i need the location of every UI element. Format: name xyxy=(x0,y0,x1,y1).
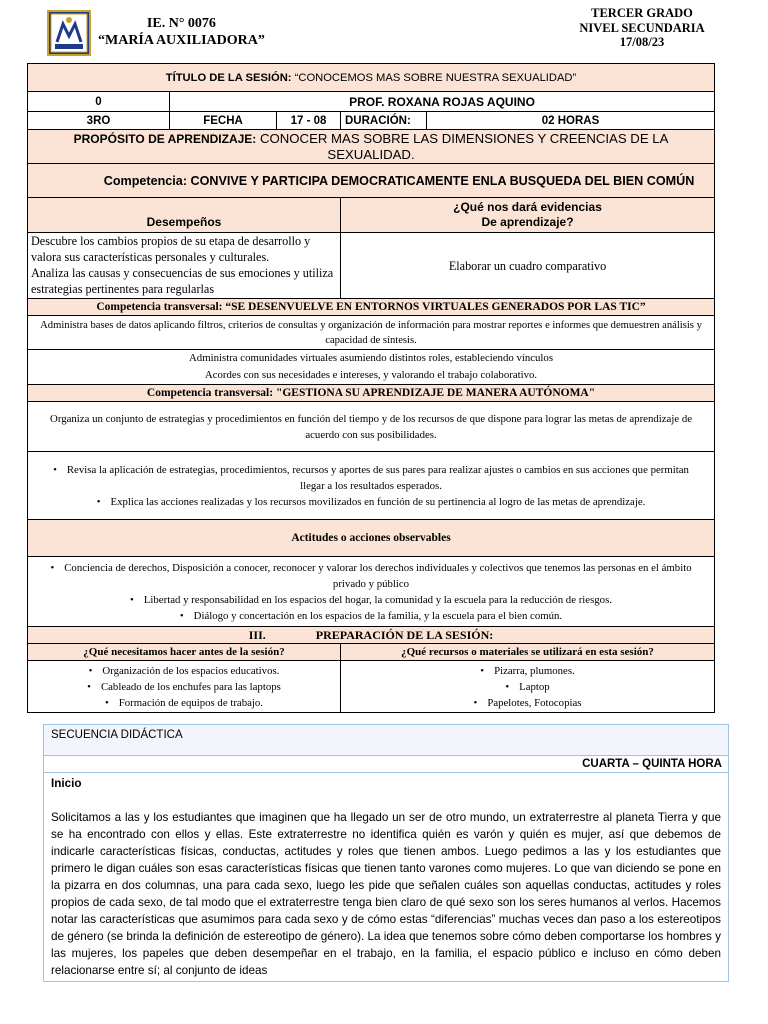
recursos-list xyxy=(341,663,714,711)
preparacion-number: III. xyxy=(248,628,266,642)
transversal-2-text-row xyxy=(28,402,715,452)
list-item: • Revisa la aplicación de estrategias, procedimientos, recursos y aportes de sus pares para realizar ajustes o cambios en sus acciones que permitan llegar a los resultados esperados. xyxy=(42,462,700,494)
list-item: • Formación de equipos de trabajo. xyxy=(28,695,340,711)
preparacion-title: PREPARACIÓN DE LA SESIÓN: xyxy=(315,628,494,642)
list-item: • Explica las acciones realizadas y los recursos movilizados en función de su pertinencia al logro de las metas de aprendizaje. xyxy=(42,494,700,510)
list-item: • Papelotes, Fotocopias xyxy=(341,695,714,711)
antes-list xyxy=(28,663,340,711)
proposito-value: CONOCER MAS SOBRE LAS DIMENSIONES Y CREENCIAS DE LA SEXUALIDAD. xyxy=(259,130,669,162)
fecha-value: 17 - 08 xyxy=(277,112,341,130)
page-header xyxy=(0,0,768,64)
date-row xyxy=(28,112,715,130)
date-text: 17/08/23 xyxy=(619,35,665,49)
transversal-1-text-row xyxy=(28,316,715,350)
antes-header: ¿Qué necesitamos hacer antes de la sesión? xyxy=(28,644,341,661)
recursos-header: ¿Qué recursos o materiales se utilizará en esta sesión? xyxy=(341,644,715,661)
preparacion-items-row xyxy=(28,661,715,713)
session-title-value: “CONOCEMOS MAS SOBRE NUESTRA SEXUALIDAD” xyxy=(294,71,577,84)
transversal-2-bullets-row xyxy=(28,452,715,520)
session-number: 0 xyxy=(28,92,170,112)
duracion-value: 02 HORAS xyxy=(427,112,715,130)
desempenos-header: Desempeños xyxy=(28,198,341,233)
list-item: • Laptop xyxy=(341,679,714,695)
proposito-label: PROPÓSITO DE APRENDIZAJE: xyxy=(73,131,257,146)
list-item: • Pizarra, plumones. xyxy=(341,663,714,679)
level-text: NIVEL SECUNDARIA xyxy=(579,20,705,35)
professor-row xyxy=(28,92,715,112)
proposito-row xyxy=(28,130,715,164)
transversal-1-title: Competencia transversal: “SE DESENVUELVE EN ENTORNOS VIRTUALES GENERADOS POR LAS TIC” xyxy=(28,299,715,316)
school-number: IE. N° 0076 xyxy=(146,16,216,31)
actitudes-bullets-row xyxy=(28,557,715,627)
evidencias-header-2: De aprendizaje? xyxy=(481,215,574,229)
preparacion-header-row xyxy=(28,644,715,661)
desempenos-header-row xyxy=(28,198,715,233)
inicio-heading: Inicio xyxy=(51,777,82,790)
transversal-2-title-row xyxy=(28,385,715,402)
transversal-2-text: Organiza un conjunto de estrategias y procedimientos en función del tiempo y de los recursos de que dispone para lograr las metas de aprendizaje de acuerdo con sus posibilidades. xyxy=(28,402,715,452)
school-crest-icon xyxy=(47,10,91,56)
transversal-1-text-b1: Administra comunidades virtuales asumiendo distintos roles, estableciendo vínculos xyxy=(189,352,554,364)
competencia-row xyxy=(28,164,715,198)
desempenos-row xyxy=(28,233,715,299)
transversal-2-bullet-list xyxy=(42,462,700,510)
desempeno-1: Descubre los cambios propios de su etapa de desarrollo y valora sus características personales y culturales. xyxy=(31,234,311,264)
list-item: • Organización de los espacios educativos. xyxy=(28,663,340,679)
list-item: • Libertad y responsabilidad en los espacios del hogar, la comunidad y la escuela para la reducción de riesgos. xyxy=(34,592,708,608)
professor-name: PROF. ROXANA ROJAS AQUINO xyxy=(170,92,715,112)
secuencia-didactica xyxy=(43,724,729,982)
list-item: • Cableado de los enchufes para las laptops xyxy=(28,679,340,695)
secuencia-title: SECUENCIA DIDÁCTICA xyxy=(44,725,728,756)
competencia-label: Competencia: xyxy=(103,173,188,188)
preparacion-title-row xyxy=(28,627,715,644)
evidencia-text: Elaborar un cuadro comparativo xyxy=(341,233,715,299)
desempeno-2: Analiza las causas y consecuencias de sus emociones y utiliza estrategias pertinentes para regularlas xyxy=(31,266,334,296)
transversal-1-text-b-row xyxy=(28,350,715,385)
title-row xyxy=(28,64,715,92)
fecha-label: FECHA xyxy=(170,112,277,130)
session-table xyxy=(27,63,715,713)
duracion-label: DURACIÓN: xyxy=(341,112,427,130)
actitudes-bullet-list xyxy=(34,560,708,624)
secuencia-body xyxy=(44,773,728,979)
competencia-value: CONVIVE Y PARTICIPA DEMOCRATICAMENTE ENLA BUSQUEDA DEL BIEN COMÚN xyxy=(190,173,695,188)
list-item: • Diálogo y concertación en los espacios de la familia, y la escuela para el bien común. xyxy=(34,608,708,624)
grade-info xyxy=(560,6,724,50)
actitudes-title: Actitudes o acciones observables xyxy=(28,520,715,557)
transversal-1-title-row xyxy=(28,299,715,316)
secuencia-hora: CUARTA – QUINTA HORA xyxy=(44,756,728,773)
actitudes-title-row xyxy=(28,520,715,557)
transversal-2-title: Competencia transversal: "GESTIONA SU APRENDIZAJE DE MANERA AUTÓNOMA" xyxy=(28,385,715,402)
grade-text: TERCER GRADO xyxy=(591,6,693,20)
school-name xyxy=(98,15,265,49)
list-item: • Conciencia de derechos, Disposición a conocer, reconocer y valorar los derechos individuales y colectivos que tenemos las personas en el ámbito privado y público xyxy=(34,560,708,592)
inicio-paragraph: Solicitamos a las y los estudiantes que imaginen que ha llegado un ser de otro mundo, un extraterrestre al planeta Tierra y que se ha encontrado con ellos y ellas. Este extraterrestre no identifica quién es varón y quién es mujer, así que debemos de indicarle características físicas, conductas, actitudes y roles que tienen ambos. Luego pedimos a las y los estudiantes que primero le digan cuáles son esas características físicas que tienen tanto varones como mujeres. Lo que van diciendo se pone en la pizarra en dos columnas, una para cada sexo, luego les pide que señalen cuáles son aquellas conductas, actitudes y roles propios de cada sexo, de tal modo que el extraterrestre tenga bien claro de qué sexo son los seres humanos al verlos. Hacemos notar las características que asumimos para cada sexo y de cómo estas “diferencias” muchas veces dan paso a los estereotipos de género (se brinda la definición de estereotipo de género). La idea que tenemos sobre cómo deben comportarse los hombres y las mujeres, los papeles que deben desempeñar en el trabajo, en la familia, el espacio público e incluso en cómo deben relacionarse entre sí; al conjunto de ideas xyxy=(51,811,721,977)
school-title: “MARÍA AUXILIADORA” xyxy=(98,33,265,48)
transversal-1-text-b2: Acordes con sus necesidades e intereses, y valorando el trabajo colaborativo. xyxy=(204,369,538,381)
evidencias-header-1: ¿Qué nos dará evidencias xyxy=(453,200,602,214)
transversal-1-text-a: Administra bases de datos aplicando filtros, criterios de consultas y organización de información para mostrar reportes e informes que demuestren análisis y capacidad de síntesis. xyxy=(28,316,715,350)
grade-cell: 3RO xyxy=(28,112,170,130)
session-title-label: TÍTULO DE LA SESIÓN: xyxy=(165,71,292,84)
